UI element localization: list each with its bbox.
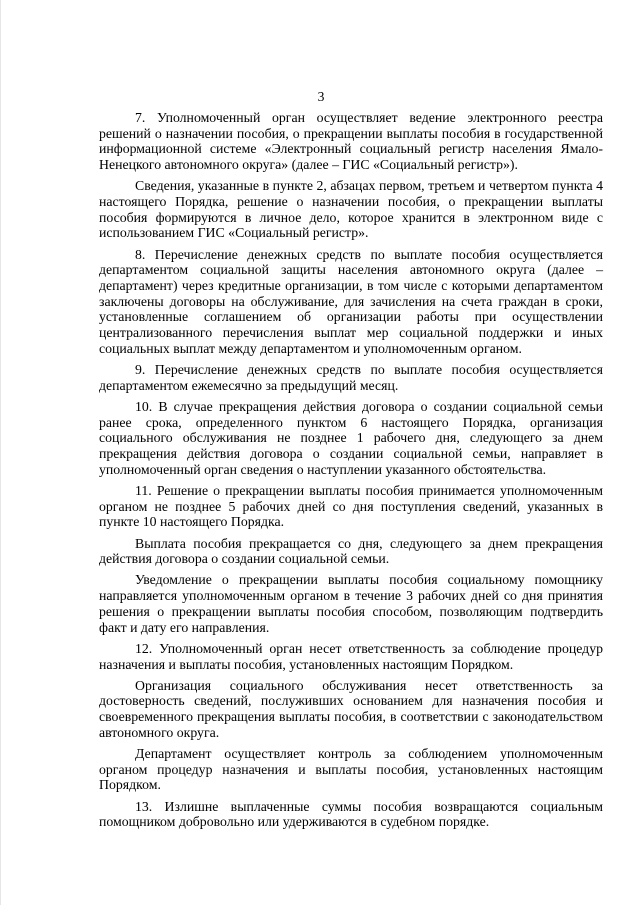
paragraph-item-8: 8. Перечисление денежных средств по выплате пособия осуществляется департаментом социальной защиты населения автономного округа (далее – департамент) через кредитные организации, в том числе с которыми департаментом заключены договоры на обслуживание, для зачисления на счета граждан в сроки, установленные соглашением об организации работы при осуществлении централизованного перечисления выплат мер социальной поддержки и иных социальных выплат между департаментом и уполномоченным органом. — [99, 246, 603, 356]
document-body — [99, 110, 603, 836]
paragraph-item-12-department: Департамент осуществляет контроль за соблюдением уполномоченным органом процедур назначения и выплаты пособия, установленных настоящим Порядком. — [99, 746, 603, 793]
paragraph-item-10: 10. В случае прекращения действия договора о создании социальной семьи ранее срока, определенного пунктом 6 настоящего Порядка, организация социального обслуживания не позднее 1 рабочего дня, следующего за днем прекращения действия договора о создании социальной семьи, направляет в уполномоченный орган сведения о наступлении указанного обстоятельства. — [99, 398, 603, 477]
paragraph-item-7: 7. Уполномоченный орган осуществляет ведение электронного реестра решений о назначении пособия, о прекращении выплаты пособия в государственной информационной системе «Электронный социальный регистр населения Ямало-Ненецкого автономного округа» (далее – ГИС «Социальный регистр»). — [99, 110, 603, 173]
paragraph-item-11-notification: Уведомление о прекращении выплаты пособия социальному помощнику направляется уполномоченным органом в течение 3 рабочих дней со дня принятия решения о прекращении выплаты пособия способом, позволяющим подтвердить факт и дату его направления. — [99, 572, 603, 635]
paragraph-item-12-organization: Организация социального обслуживания несет ответственность за достоверность сведений, послуживших основанием для назначения пособия и своевременного прекращения выплаты пособия, в соответствии с законодательством автономного округа. — [99, 677, 603, 740]
paragraph-item-13: 13. Излишне выплаченные суммы пособия возвращаются социальным помощником добровольно или удерживаются в судебном порядке. — [99, 798, 603, 830]
paragraph-item-11-termination: Выплата пособия прекращается со дня, следующего за днем прекращения действия договора о создании социальной семьи. — [99, 535, 603, 567]
page-number: 3 — [317, 89, 325, 104]
paragraph-item-11: 11. Решение о прекращении выплаты пособия принимается уполномоченным органом не позднее 5 рабочих дней со дня поступления сведений, указанных в пункте 10 настоящего Порядка. — [99, 482, 603, 530]
paragraph-item-12: 12. Уполномоченный орган несет ответственность за соблюдение процедур назначения и выплаты пособия, установленных настоящим Порядком. — [99, 640, 603, 672]
paragraph-item-7-details: Сведения, указанные в пункте 2, абзацах первом, третьем и четвертом пункта 4 настоящего Порядка, решение о назначении пособия, о прекращении выплаты пособия формируются в личное дело, которое хранится в электронном виде с использованием ГИС «Социальный регистр». — [99, 178, 603, 241]
paragraph-item-9: 9. Перечисление денежных средств по выплате пособия осуществляется департаментом ежемесячно за предыдущий месяц. — [99, 362, 603, 393]
